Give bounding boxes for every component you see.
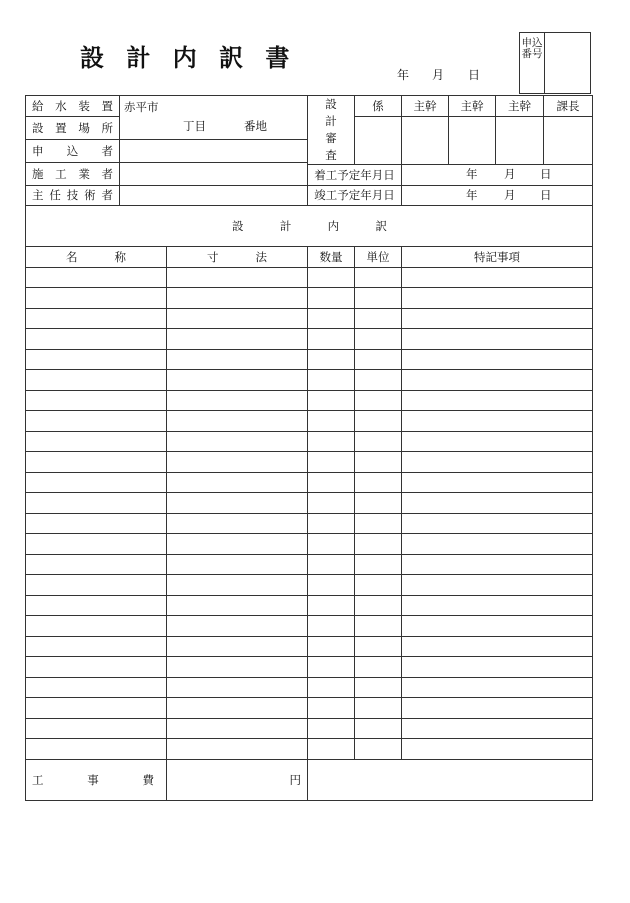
label-char: 者 — [101, 166, 113, 181]
notes-cell[interactable] — [402, 308, 593, 329]
unit-header: 単位 — [355, 247, 402, 268]
size-cell[interactable] — [167, 698, 308, 719]
notes-cell[interactable] — [402, 739, 593, 760]
engineer-label — [26, 185, 120, 206]
label-char: 申 — [32, 143, 44, 158]
quantity-cell[interactable] — [308, 657, 355, 678]
label-char: 装 — [78, 98, 90, 113]
label-char: 所 — [101, 120, 113, 135]
label-char: 水 — [55, 98, 67, 113]
unit-cell[interactable] — [355, 698, 402, 719]
name-cell[interactable] — [26, 698, 167, 719]
unit-cell[interactable] — [355, 308, 402, 329]
name-cell[interactable] — [26, 267, 167, 288]
size-cell[interactable] — [167, 575, 308, 596]
unit-cell[interactable] — [355, 616, 402, 637]
year-label: 年 — [397, 68, 410, 82]
size-cell[interactable] — [167, 390, 308, 411]
stamp-box[interactable] — [449, 116, 496, 165]
quantity-cell[interactable] — [308, 370, 355, 391]
table-row — [26, 411, 593, 432]
quantity-cell[interactable] — [308, 595, 355, 616]
table-row — [26, 554, 593, 575]
notes-header: 特記事項 — [402, 247, 593, 268]
notes-cell[interactable] — [402, 452, 593, 473]
unit-cell[interactable] — [355, 349, 402, 370]
label-char: 名 — [66, 249, 78, 264]
table-row — [26, 349, 593, 370]
label-char: 訳 — [375, 219, 387, 233]
name-cell[interactable] — [26, 575, 167, 596]
name-cell[interactable] — [26, 493, 167, 514]
quantity-cell[interactable] — [308, 349, 355, 370]
quantity-cell[interactable] — [308, 616, 355, 637]
size-cell[interactable] — [167, 349, 308, 370]
table-row — [26, 370, 593, 391]
quantity-cell[interactable] — [308, 452, 355, 473]
name-cell[interactable] — [26, 534, 167, 555]
label-char: 置 — [55, 120, 67, 135]
name-cell[interactable] — [26, 308, 167, 329]
unit-cell[interactable] — [355, 329, 402, 350]
month-label: 月 — [504, 167, 516, 182]
label-char: 込 — [66, 143, 79, 158]
unit-cell[interactable] — [355, 431, 402, 452]
table-row — [26, 739, 593, 760]
label-char: 内 — [327, 219, 340, 233]
notes-cell[interactable] — [402, 636, 593, 657]
size-cell[interactable] — [167, 411, 308, 432]
year-label: 年 — [466, 167, 478, 182]
name-cell[interactable] — [26, 288, 167, 309]
size-cell[interactable] — [167, 677, 308, 698]
label-char: 給 — [32, 98, 44, 113]
month-label: 月 — [432, 68, 445, 82]
name-cell[interactable] — [26, 616, 167, 637]
quantity-cell[interactable] — [308, 390, 355, 411]
unit-cell[interactable] — [355, 452, 402, 473]
quantity-cell[interactable] — [308, 513, 355, 534]
size-cell[interactable] — [167, 452, 308, 473]
size-cell[interactable] — [167, 554, 308, 575]
applicant-label — [26, 139, 120, 162]
water-supply-label — [26, 96, 120, 117]
label-char: 施 — [32, 166, 44, 181]
stamp-box[interactable] — [544, 116, 593, 165]
label-char: 計 — [325, 114, 337, 128]
unit-cell[interactable] — [355, 677, 402, 698]
chome-label: 丁目 — [183, 119, 206, 134]
unit-cell[interactable] — [355, 411, 402, 432]
unit-cell[interactable] — [355, 575, 402, 596]
size-cell[interactable] — [167, 472, 308, 493]
document-title: 設 計 内 訳 書 — [80, 43, 297, 72]
name-cell[interactable] — [26, 513, 167, 534]
unit-cell[interactable] — [355, 370, 402, 391]
stamp-header: 課長 — [544, 96, 593, 117]
quantity-cell[interactable] — [308, 636, 355, 657]
construction-cost-field[interactable] — [167, 759, 308, 800]
notes-cell[interactable] — [402, 472, 593, 493]
contractor-field[interactable] — [120, 162, 308, 185]
size-cell[interactable] — [167, 739, 308, 760]
notes-cell[interactable] — [402, 534, 593, 555]
applicant-field[interactable] — [120, 139, 308, 162]
label-char: 工 — [32, 772, 44, 787]
label-char: 任 — [49, 188, 61, 203]
size-cell[interactable] — [167, 370, 308, 391]
quantity-cell[interactable] — [308, 698, 355, 719]
unit-cell[interactable] — [355, 657, 402, 678]
name-cell[interactable] — [26, 329, 167, 350]
table-row — [26, 616, 593, 637]
label-char: 工 — [55, 166, 67, 181]
label-char: 計 — [279, 219, 292, 233]
engineer-field[interactable] — [120, 185, 308, 206]
end-date-field[interactable] — [402, 185, 593, 206]
notes-cell[interactable] — [402, 411, 593, 432]
label-char: 者 — [101, 188, 113, 203]
table-row — [26, 472, 593, 493]
quantity-cell[interactable] — [308, 267, 355, 288]
table-row — [26, 698, 593, 719]
name-cell[interactable] — [26, 657, 167, 678]
contractor-label — [26, 162, 120, 185]
label-char: 称 — [114, 249, 126, 264]
table-row — [26, 390, 593, 411]
table-row — [26, 452, 593, 473]
yen-label: 円 — [289, 772, 301, 787]
label-char: 者 — [101, 143, 113, 158]
name-cell[interactable] — [26, 390, 167, 411]
start-date-label: 着工予定年月日 — [308, 165, 402, 186]
unit-cell[interactable] — [355, 554, 402, 575]
notes-cell[interactable] — [402, 349, 593, 370]
label-char: 設 — [32, 120, 44, 135]
banchi-label: 番地 — [244, 119, 267, 134]
design-review-label — [308, 96, 355, 165]
quantity-cell[interactable] — [308, 739, 355, 760]
application-number-box — [519, 32, 591, 94]
table-row — [26, 431, 593, 452]
quantity-cell[interactable] — [308, 493, 355, 514]
notes-cell[interactable] — [402, 616, 593, 637]
size-cell[interactable] — [167, 493, 308, 514]
label-char: 設 — [232, 219, 244, 233]
name-cell[interactable] — [26, 554, 167, 575]
label-char: 主 — [32, 188, 44, 203]
table-row — [26, 534, 593, 555]
name-cell[interactable] — [26, 431, 167, 452]
table-row — [26, 308, 593, 329]
size-cell[interactable] — [167, 534, 308, 555]
stamp-box[interactable] — [355, 116, 402, 165]
unit-cell[interactable] — [355, 267, 402, 288]
label-char: 寸 — [207, 249, 219, 264]
quantity-cell[interactable] — [308, 308, 355, 329]
quantity-header: 数量 — [308, 247, 355, 268]
name-cell[interactable] — [26, 636, 167, 657]
table-row — [26, 513, 593, 534]
label-char: 査 — [325, 148, 337, 162]
stamp-header: 係 — [355, 96, 402, 117]
quantity-cell[interactable] — [308, 575, 355, 596]
city-name: 赤平市 — [124, 100, 159, 115]
label-char: 業 — [78, 166, 90, 181]
quantity-cell[interactable] — [308, 718, 355, 739]
application-number-label: 申込番号 — [520, 33, 545, 93]
label-char: 費 — [142, 772, 154, 787]
table-row — [26, 636, 593, 657]
name-cell[interactable] — [26, 411, 167, 432]
label-char: 審 — [325, 131, 337, 145]
start-date-field[interactable] — [402, 165, 593, 186]
notes-cell[interactable] — [402, 657, 593, 678]
size-header — [167, 247, 308, 268]
name-cell[interactable] — [26, 677, 167, 698]
unit-cell[interactable] — [355, 472, 402, 493]
size-cell[interactable] — [167, 595, 308, 616]
unit-cell[interactable] — [355, 513, 402, 534]
size-cell[interactable] — [167, 718, 308, 739]
size-cell[interactable] — [167, 431, 308, 452]
name-cell[interactable] — [26, 452, 167, 473]
label-char: 法 — [255, 249, 267, 264]
stamp-header: 主幹 — [449, 96, 496, 117]
label-char: 事 — [87, 772, 99, 787]
quantity-cell[interactable] — [308, 472, 355, 493]
label-char: 技 — [66, 188, 79, 203]
quantity-cell[interactable] — [308, 288, 355, 309]
unit-cell[interactable] — [355, 493, 402, 514]
notes-cell[interactable] — [402, 677, 593, 698]
stamp-box[interactable] — [402, 116, 449, 165]
label-char: 場 — [78, 120, 90, 135]
notes-cell[interactable] — [402, 513, 593, 534]
month-label: 月 — [504, 187, 516, 202]
total-row — [26, 759, 593, 800]
quantity-cell[interactable] — [308, 411, 355, 432]
notes-cell[interactable] — [402, 718, 593, 739]
notes-cell[interactable] — [402, 329, 593, 350]
table-row — [26, 329, 593, 350]
size-cell[interactable] — [167, 657, 308, 678]
table-row — [26, 288, 593, 309]
unit-cell[interactable] — [355, 288, 402, 309]
size-cell[interactable] — [167, 616, 308, 637]
stamp-box[interactable] — [496, 116, 544, 165]
section-title — [26, 206, 593, 247]
quantity-cell[interactable] — [308, 431, 355, 452]
notes-cell[interactable] — [402, 390, 593, 411]
name-cell[interactable] — [26, 595, 167, 616]
table-row — [26, 595, 593, 616]
unit-cell[interactable] — [355, 718, 402, 739]
table-row — [26, 267, 593, 288]
label-char: 置 — [101, 98, 113, 113]
notes-cell[interactable] — [402, 431, 593, 452]
location-label — [26, 116, 120, 139]
table-row — [26, 657, 593, 678]
notes-cell[interactable] — [402, 595, 593, 616]
quantity-cell[interactable] — [308, 554, 355, 575]
notes-cell[interactable] — [402, 288, 593, 309]
notes-cell[interactable] — [402, 493, 593, 514]
name-cell[interactable] — [26, 472, 167, 493]
location-field[interactable] — [120, 96, 308, 140]
notes-cell[interactable] — [402, 267, 593, 288]
notes-cell[interactable] — [402, 370, 593, 391]
application-number-field[interactable] — [546, 33, 590, 93]
label-char: 術 — [84, 188, 96, 203]
size-cell[interactable] — [167, 636, 308, 657]
year-label: 年 — [466, 187, 478, 202]
name-cell[interactable] — [26, 349, 167, 370]
notes-cell[interactable] — [402, 554, 593, 575]
end-date-label: 竣工予定年月日 — [308, 185, 402, 206]
quantity-cell[interactable] — [308, 677, 355, 698]
day-label: 日 — [540, 167, 552, 182]
name-cell[interactable] — [26, 739, 167, 760]
name-header — [26, 247, 167, 268]
size-cell[interactable] — [167, 329, 308, 350]
label-char: 設 — [325, 97, 337, 111]
notes-cell[interactable] — [402, 575, 593, 596]
construction-cost-label — [26, 759, 167, 800]
notes-cell[interactable] — [402, 698, 593, 719]
unit-cell[interactable] — [355, 636, 402, 657]
table-row — [26, 718, 593, 739]
day-label: 日 — [540, 187, 552, 202]
table-row — [26, 677, 593, 698]
size-cell[interactable] — [167, 513, 308, 534]
name-cell[interactable] — [26, 370, 167, 391]
unit-cell[interactable] — [355, 739, 402, 760]
day-label: 日 — [468, 68, 481, 82]
quantity-cell[interactable] — [308, 329, 355, 350]
name-cell[interactable] — [26, 718, 167, 739]
unit-cell[interactable] — [355, 390, 402, 411]
size-cell[interactable] — [167, 288, 308, 309]
table-row — [26, 493, 593, 514]
size-cell[interactable] — [167, 267, 308, 288]
stamp-header: 主幹 — [496, 96, 544, 117]
size-cell[interactable] — [167, 308, 308, 329]
design-breakdown-form — [25, 95, 593, 801]
stamp-header: 主幹 — [402, 96, 449, 117]
unit-cell[interactable] — [355, 534, 402, 555]
quantity-cell[interactable] — [308, 534, 355, 555]
unit-cell[interactable] — [355, 595, 402, 616]
table-row — [26, 575, 593, 596]
remarks-field[interactable] — [308, 759, 593, 800]
